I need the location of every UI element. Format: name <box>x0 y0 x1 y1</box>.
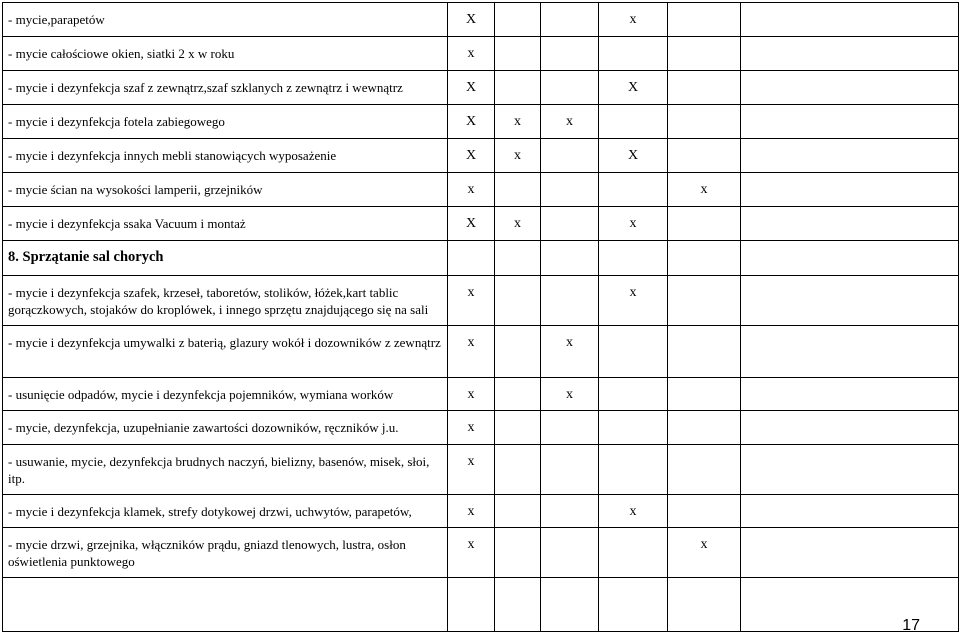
frequency-mark: X <box>448 105 495 139</box>
frequency-mark <box>668 326 741 378</box>
frequency-mark <box>599 241 668 276</box>
empty-cell <box>541 578 599 632</box>
frequency-mark <box>599 378 668 411</box>
frequency-mark <box>668 3 741 37</box>
frequency-mark <box>541 71 599 105</box>
frequency-mark <box>599 411 668 445</box>
frequency-mark <box>599 37 668 71</box>
frequency-mark: x <box>495 207 541 241</box>
empty-cell <box>495 578 541 632</box>
frequency-mark: x <box>448 411 495 445</box>
frequency-mark: X <box>448 139 495 173</box>
empty-cell <box>741 3 959 37</box>
task-description: - usunięcie odpadów, mycie i dezynfekcja pojemników, wymiana worków <box>3 378 448 411</box>
frequency-mark: X <box>599 71 668 105</box>
task-description: - mycie i dezynfekcja klamek, strefy dotykowej drzwi, uchwytów, parapetów, <box>3 495 448 528</box>
frequency-mark: X <box>599 139 668 173</box>
table-row <box>3 139 959 173</box>
task-description: - mycie i dezynfekcja fotela zabiegowego <box>3 105 448 139</box>
task-description: - mycie i dezynfekcja ssaka Vacuum i montaż <box>3 207 448 241</box>
frequency-mark: x <box>448 378 495 411</box>
frequency-mark <box>668 495 741 528</box>
frequency-mark: x <box>599 276 668 326</box>
empty-cell <box>741 445 959 495</box>
table-row <box>3 71 959 105</box>
task-description: - mycie,parapetów <box>3 3 448 37</box>
frequency-mark <box>495 37 541 71</box>
frequency-mark <box>448 241 495 276</box>
frequency-mark <box>541 528 599 578</box>
table-row <box>3 276 959 326</box>
frequency-mark: x <box>448 495 495 528</box>
task-description: - mycie i dezynfekcja szafek, krzeseł, taboretów, stolików, łóżek,kart tablic gorączkowych, stojaków do kroplówek, i innego sprzętu znajdującego się na sali <box>3 276 448 326</box>
frequency-mark: x <box>448 528 495 578</box>
frequency-mark <box>668 378 741 411</box>
frequency-mark: x <box>541 105 599 139</box>
empty-cell <box>741 139 959 173</box>
table-row <box>3 528 959 578</box>
frequency-mark: x <box>668 173 741 207</box>
frequency-mark <box>495 276 541 326</box>
table-row <box>3 3 959 37</box>
frequency-mark <box>495 71 541 105</box>
frequency-mark <box>541 37 599 71</box>
frequency-mark: x <box>668 528 741 578</box>
frequency-mark <box>599 173 668 207</box>
frequency-mark <box>541 241 599 276</box>
frequency-mark <box>495 528 541 578</box>
empty-cell <box>668 578 741 632</box>
frequency-mark <box>495 3 541 37</box>
task-description: - mycie, dezynfekcja, uzupełnianie zawartości dozowników, ręczników j.u. <box>3 411 448 445</box>
empty-cell <box>741 326 959 378</box>
empty-cell <box>741 276 959 326</box>
task-description: - mycie całościowe okien, siatki 2 x w roku <box>3 37 448 71</box>
frequency-mark <box>495 495 541 528</box>
task-description: - mycie i dezynfekcja umywalki z baterią, glazury wokół i dozowników z zewnątrz <box>3 326 448 378</box>
frequency-mark <box>541 276 599 326</box>
frequency-mark <box>541 3 599 37</box>
frequency-mark: x <box>541 378 599 411</box>
table-row <box>3 445 959 495</box>
frequency-mark <box>599 528 668 578</box>
task-description: - mycie drzwi, grzejnika, włączników prądu, gniazd tlenowych, lustra, osłon oświetlenia punktowego <box>3 528 448 578</box>
task-description: - mycie i dezynfekcja szaf z zewnątrz,szaf szklanych z zewnątrz i wewnątrz <box>3 71 448 105</box>
task-description: - mycie i dezynfekcja innych mebli stanowiących wyposażenie <box>3 139 448 173</box>
frequency-mark: x <box>599 207 668 241</box>
section-heading: 8. Sprzątanie sal chorych <box>3 241 448 276</box>
frequency-mark: x <box>495 139 541 173</box>
table-row <box>3 411 959 445</box>
frequency-mark: x <box>599 495 668 528</box>
frequency-mark <box>668 411 741 445</box>
frequency-mark: x <box>448 445 495 495</box>
table-row <box>3 207 959 241</box>
table-row <box>3 173 959 207</box>
empty-cell <box>741 173 959 207</box>
empty-cell <box>741 378 959 411</box>
frequency-mark: x <box>541 326 599 378</box>
frequency-mark <box>541 445 599 495</box>
frequency-mark <box>541 411 599 445</box>
frequency-mark <box>668 37 741 71</box>
empty-cell <box>741 37 959 71</box>
frequency-mark: x <box>448 276 495 326</box>
section-row <box>3 241 959 276</box>
frequency-mark <box>668 139 741 173</box>
frequency-mark <box>495 411 541 445</box>
table-row <box>3 495 959 528</box>
empty-cell <box>599 578 668 632</box>
frequency-mark <box>495 378 541 411</box>
frequency-mark: X <box>448 207 495 241</box>
table-row <box>3 105 959 139</box>
frequency-mark <box>599 445 668 495</box>
frequency-mark: x <box>599 3 668 37</box>
frequency-mark <box>495 241 541 276</box>
frequency-mark <box>668 71 741 105</box>
frequency-mark <box>541 173 599 207</box>
cleaning-schedule-table <box>2 2 959 632</box>
frequency-mark: X <box>448 71 495 105</box>
empty-cell <box>741 528 959 578</box>
page-number: 17 <box>902 617 920 634</box>
empty-cell <box>448 578 495 632</box>
empty-cell <box>3 578 448 632</box>
frequency-mark <box>495 173 541 207</box>
frequency-mark <box>541 207 599 241</box>
empty-cell <box>741 241 959 276</box>
empty-cell <box>741 495 959 528</box>
empty-cell <box>741 71 959 105</box>
frequency-mark <box>541 495 599 528</box>
frequency-mark <box>668 276 741 326</box>
frequency-mark <box>668 105 741 139</box>
frequency-mark <box>541 139 599 173</box>
table-row <box>3 378 959 411</box>
frequency-mark <box>599 326 668 378</box>
frequency-mark <box>599 105 668 139</box>
frequency-mark: x <box>448 37 495 71</box>
table-row <box>3 37 959 71</box>
task-description: - usuwanie, mycie, dezynfekcja brudnych naczyń, bielizny, basenów, misek, słoi, itp. <box>3 445 448 495</box>
frequency-mark <box>495 326 541 378</box>
frequency-mark: X <box>448 3 495 37</box>
frequency-mark <box>668 207 741 241</box>
frequency-mark: x <box>448 173 495 207</box>
frequency-mark <box>668 241 741 276</box>
empty-cell <box>741 207 959 241</box>
task-description: - mycie ścian na wysokości lamperii, grzejników <box>3 173 448 207</box>
empty-cell <box>741 578 959 632</box>
frequency-mark: x <box>448 326 495 378</box>
frequency-mark: x <box>495 105 541 139</box>
table-row <box>3 578 959 632</box>
frequency-mark <box>495 445 541 495</box>
table-row <box>3 326 959 378</box>
frequency-mark <box>668 445 741 495</box>
empty-cell <box>741 411 959 445</box>
empty-cell <box>741 105 959 139</box>
